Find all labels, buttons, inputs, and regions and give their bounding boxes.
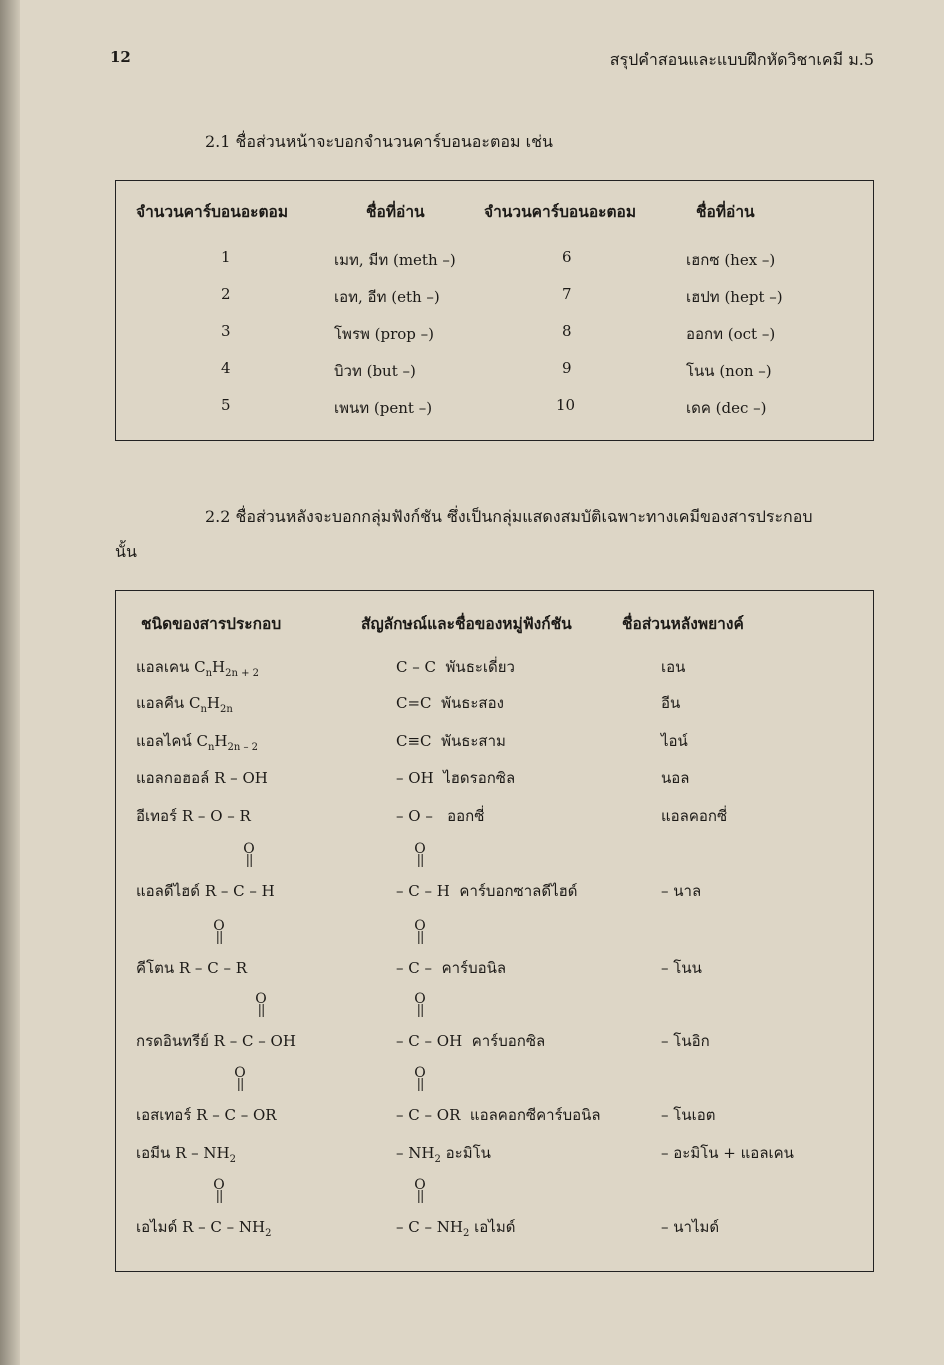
functional-group: – C – H คาร์บอกซาลดีไฮด์ [396, 882, 578, 900]
functional-group: – C – $NH_2$ เอไมด์ [396, 1218, 516, 1239]
functional-table-row [116, 956, 873, 980]
carbon-count: 10 [556, 396, 576, 414]
carbon-count: 6 [562, 248, 572, 266]
compound-type: แอลดีไฮด์ R – C – H [136, 882, 275, 900]
carbon-table-row [116, 359, 873, 383]
functional-group: – OH ไฮดรอกซิล [396, 769, 516, 787]
carbon-count: 2 [221, 285, 231, 303]
section-2-2-heading: 2.2 ชื่อส่วนหลังจะบอกกลุ่มฟังก์ชัน ซึ่งเป็นกลุ่มแสดงสมบัติเฉพาะทางเคมีของสารประกอบ [205, 507, 813, 526]
prefix-name: เฮกซ (hex –) [686, 251, 776, 269]
page-number: 12 [110, 48, 131, 66]
functional-group: – O – ออกซี่ [396, 807, 485, 825]
compound-type: คีโตน R – C – R [136, 959, 248, 977]
carbonyl-oxygen-mark: O || [414, 841, 426, 868]
functional-group: C=C พันธะสอง [396, 694, 504, 712]
functional-table-row [116, 655, 873, 679]
carbon-table-row [116, 396, 873, 420]
functional-group: – C – OR แอลคอกซีคาร์บอนิล [396, 1106, 601, 1124]
header-compound-type: ชนิดของสารประกอบ [141, 614, 282, 633]
functional-group: – $NH_2$ อะมิโน [396, 1144, 491, 1165]
carbon-count: 4 [221, 359, 231, 377]
compound-type: เอสเทอร์ R – C – OR [136, 1106, 277, 1124]
functional-table-row [116, 1215, 873, 1239]
prefix-name: เมท, มีท (meth –) [334, 251, 456, 269]
carbon-table-header-row [116, 199, 873, 223]
suffix: เอน [661, 658, 686, 676]
section-2-2-heading-continuation: นั้น [115, 542, 137, 561]
compound-type: แอลเคน $C_nH_{2n + 2}$ [136, 658, 260, 679]
header-reading-2: ชื่อที่อ่าน [696, 202, 755, 221]
carbon-count: 7 [562, 285, 572, 303]
carbon-count: 3 [221, 322, 231, 340]
suffix: อีน [661, 694, 681, 712]
running-header: สรุปคำสอนและแบบฝึกหัดวิชาเคมี ม.5 [609, 50, 874, 69]
carbon-table-row [116, 248, 873, 272]
suffix: นอล [661, 769, 690, 787]
prefix-name: โนน (non –) [686, 362, 772, 380]
header-reading-1: ชื่อที่อ่าน [366, 202, 425, 221]
carbonyl-oxygen-mark: O || [255, 991, 267, 1018]
prefix-name: เพนท (pent –) [334, 399, 433, 417]
suffix: – โนอิก [661, 1032, 710, 1050]
carbonyl-oxygen-mark: O || [213, 1177, 225, 1204]
functional-table-row [116, 1141, 873, 1165]
suffix: – นาล [661, 882, 702, 900]
compound-type: กรดอินทรีย์ R – C – OH [136, 1032, 296, 1050]
carbonyl-oxygen-mark: O || [414, 1065, 426, 1092]
functional-table-row [116, 691, 873, 715]
functional-group-table [115, 590, 874, 1272]
suffix: – นาไมด์ [661, 1218, 720, 1236]
carbon-table-row [116, 285, 873, 309]
section-2-1-heading: 2.1 ชื่อส่วนหน้าจะบอกจำนวนคาร์บอนอะตอม เช่น [205, 132, 553, 151]
prefix-name: บิวท (but –) [334, 362, 416, 380]
compound-type: อีเทอร์ R – O – R [136, 807, 251, 825]
compound-type: เอไมด์ R – C – $NH_2$ [136, 1218, 272, 1239]
functional-group: C≡C พันธะสาม [396, 732, 506, 750]
carbon-table-row [116, 322, 873, 346]
suffix: ไอน์ [661, 732, 688, 750]
carbonyl-oxygen-mark: O || [414, 991, 426, 1018]
suffix: – โนน [661, 959, 702, 977]
carbonyl-oxygen-mark: O || [213, 918, 225, 945]
header-suffix: ชื่อส่วนหลังพยางค์ [622, 614, 744, 633]
functional-table-row [116, 1103, 873, 1127]
functional-table-row [116, 804, 873, 828]
carbon-count: 5 [221, 396, 231, 414]
carbonyl-oxygen-mark: O || [243, 841, 255, 868]
carbonyl-oxygen-mark: O || [234, 1065, 246, 1092]
suffix: – โนเอต [661, 1106, 716, 1124]
functional-table-header-row [116, 611, 873, 635]
functional-table-row [116, 1029, 873, 1053]
suffix: – อะมิโน + แอลเคน [661, 1144, 794, 1162]
suffix: แอลคอกซี่ [661, 807, 728, 825]
prefix-name: เอท, อีท (eth –) [334, 288, 440, 306]
carbon-count: 1 [221, 248, 231, 266]
carbonyl-oxygen-mark: O || [414, 918, 426, 945]
prefix-name: โพรพ (prop –) [334, 325, 435, 343]
prefix-name: ออกท (oct –) [686, 325, 776, 343]
carbon-count: 8 [562, 322, 572, 340]
prefix-name: เฮปท (hept –) [686, 288, 783, 306]
compound-type: แอลไคน์ $C_nH_{2n - 2}$ [136, 732, 259, 753]
header-carbon-count-2: จำนวนคาร์บอนอะตอม [484, 202, 637, 221]
functional-table-row [116, 766, 873, 790]
carbon-count-table [115, 180, 874, 441]
functional-group: C – C พันธะเดี่ยว [396, 658, 515, 676]
header-carbon-count-1: จำนวนคาร์บอนอะตอม [136, 202, 289, 221]
header-functional-group: สัญลักษณ์และชื่อของหมู่ฟังก์ชัน [361, 614, 572, 633]
prefix-name: เดค (dec –) [686, 399, 767, 417]
page-binding-shadow [0, 0, 20, 1365]
functional-group: – C – OH คาร์บอกซิล [396, 1032, 546, 1050]
compound-type: เอมีน R – $NH_2$ [136, 1144, 236, 1165]
functional-table-row [116, 729, 873, 753]
carbon-count: 9 [562, 359, 572, 377]
functional-group: – C – คาร์บอนิล [396, 959, 507, 977]
carbonyl-oxygen-mark: O || [414, 1177, 426, 1204]
compound-type: แอลกอฮอล์ R – OH [136, 769, 268, 787]
compound-type: แอลคีน $C_nH_{2n}$ [136, 694, 233, 715]
functional-table-row [116, 879, 873, 903]
